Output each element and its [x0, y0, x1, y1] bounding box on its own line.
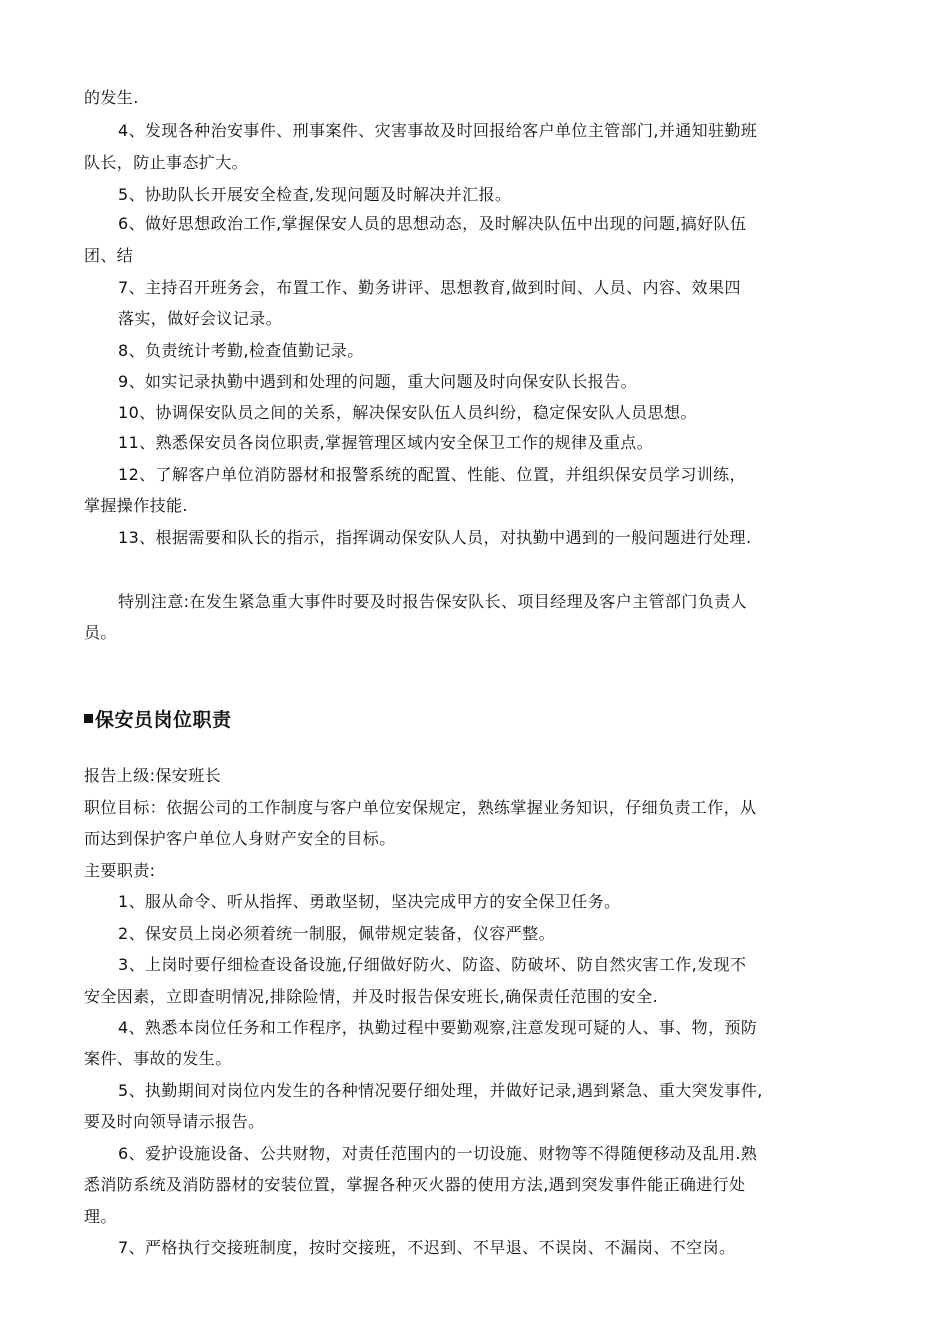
paragraph-line: 理。 [84, 1207, 117, 1226]
list-item-7: 7、主持召开班务会，布置工作、勤务讲评、思想教育,做到时间、人员、内容、效果四 [118, 278, 741, 297]
list-item-10: 10、协调保安队员之间的关系，解决保安队伍人员纠纷，稳定保安队人员思想。 [118, 403, 697, 422]
list-item-13: 13、根据需要和队长的指示，指挥调动保安队人员，对执勤中遇到的一般问题进行处理. [118, 528, 752, 547]
duty-item-5: 5、执勤期间对岗位内发生的各种情况要仔细处理，并做好记录,遇到紧急、重大突发事件, [118, 1081, 763, 1100]
paragraph-line: 安全因素，立即查明情况,排除险情，并及时报告保安班长,确保责任范围的安全. [84, 987, 659, 1006]
square-bullet-icon [84, 714, 93, 723]
position-goal: 职位目标：依据公司的工作制度与客户单位安保规定，熟练掌握业务知识，仔细负责工作，从 [84, 798, 757, 817]
position-goal-continued: 而达到保护客户单位人身财产安全的目标。 [84, 829, 396, 848]
section-heading [84, 708, 232, 732]
duties-label: 主要职责: [84, 861, 156, 880]
special-note-continued: 员。 [84, 623, 117, 642]
duty-item-2: 2、保安员上岗必须着统一制服，佩带规定装备，仪容严整。 [118, 924, 555, 943]
paragraph-line: 团、结 [84, 246, 134, 265]
report-to: 报告上级:保安班长 [84, 766, 221, 785]
list-item-11: 11、熟悉保安员各岗位职责,掌握管理区域内安全保卫工作的规律及重点。 [118, 433, 654, 452]
list-item-4: 4、发现各种治安事件、刑事案件、灾害事故及时回报给客户单位主管部门,并通知驻勤班 [118, 121, 758, 140]
list-item-8: 8、负责统计考勤,检查值勤记录。 [118, 341, 364, 360]
paragraph-line: 悉消防系统及消防器材的安装位置，掌握各种灭火器的使用方法,遇到突发事件能正确进行处 [84, 1175, 746, 1194]
list-item-9: 9、如实记录执勤中遇到和处理的问题，重大问题及时向保安队长报告。 [118, 372, 637, 391]
duty-item-7: 7、严格执行交接班制度，按时交接班，不迟到、不早退、不误岗、不漏岗、不空岗。 [118, 1238, 736, 1257]
paragraph-line: 落实，做好会议记录。 [118, 309, 283, 328]
paragraph-line: 的发生. [84, 88, 139, 107]
section-title: 保安员岗位职责 [95, 709, 232, 731]
special-note: 特别注意:在发生紧急重大事件时要及时报告保安队长、项目经理及客户主管部门负责人 [118, 592, 747, 611]
list-item-12: 12、了解客户单位消防器材和报警系统的配置、性能、位置，并组织保安员学习训练， [118, 465, 746, 484]
list-item-6: 6、做好思想政治工作,掌握保安人员的思想动态，及时解决队伍中出现的问题,搞好队伍 [118, 214, 747, 233]
paragraph-line: 掌握操作技能. [84, 496, 188, 515]
duty-item-1: 1、服从命令、听从指挥、勇敢坚韧，坚决完成甲方的安全保卫任务。 [118, 892, 621, 911]
paragraph-line: 案件、事故的发生。 [84, 1049, 232, 1068]
duty-item-4: 4、熟悉本岗位任务和工作程序，执勤过程中要勤观察,注意发现可疑的人、事、物，预防 [118, 1018, 758, 1037]
paragraph-line: 队长，防止事态扩大。 [84, 153, 249, 172]
list-item-5: 5、协助队长开展安全检查,发现问题及时解决并汇报。 [118, 185, 512, 204]
duty-item-6: 6、爱护设施设备、公共财物，对责任范围内的一切设施、财物等不得随便移动及乱用.熟 [118, 1144, 758, 1163]
paragraph-line: 要及时向领导请示报告。 [84, 1112, 265, 1131]
duty-item-3: 3、上岗时要仔细检查设备设施,仔细做好防火、防盗、防破坏、防自然灾害工作,发现不 [118, 955, 747, 974]
